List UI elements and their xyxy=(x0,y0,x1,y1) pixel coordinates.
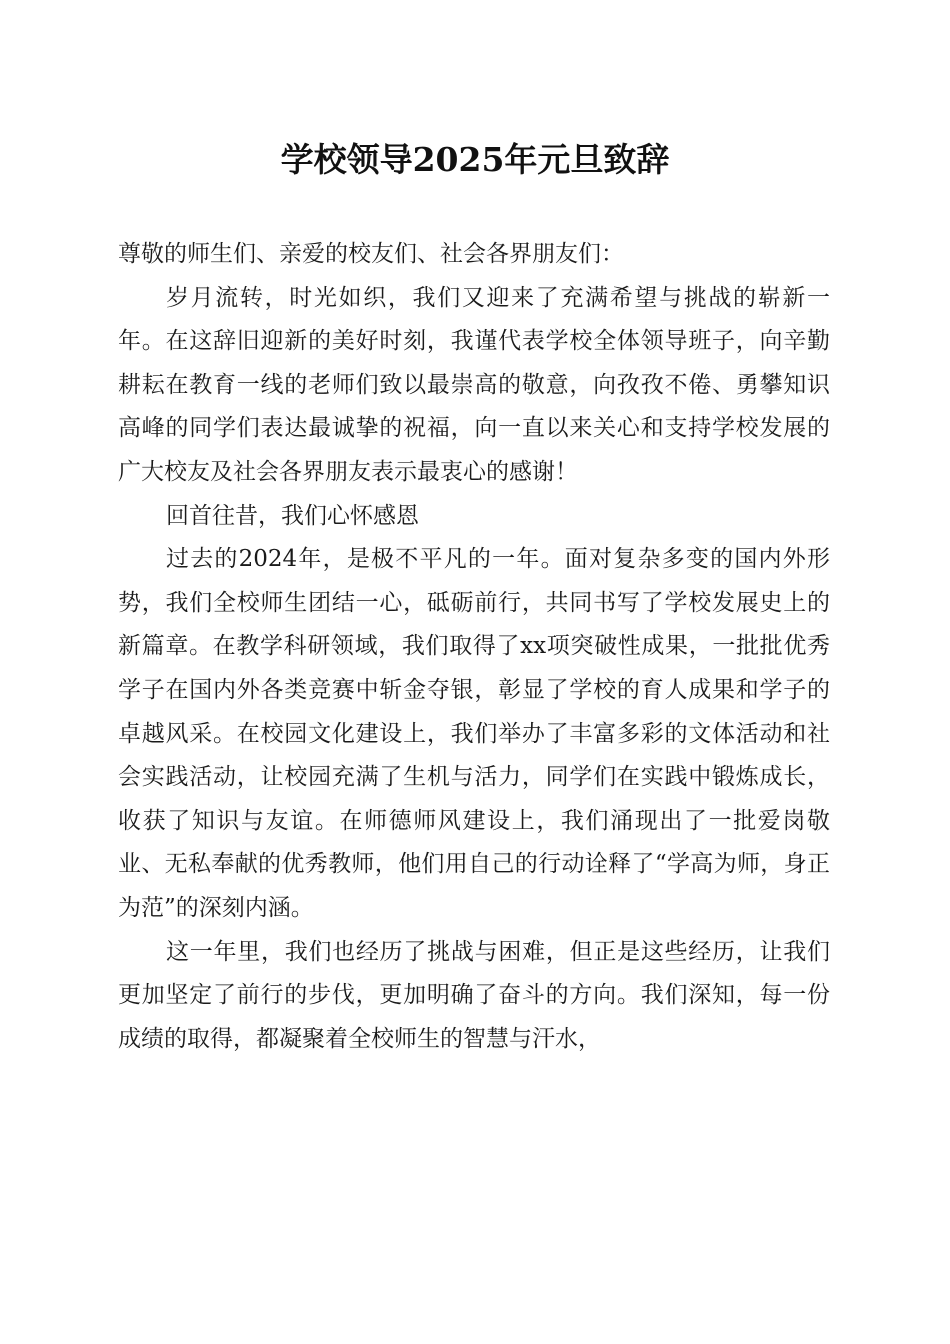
section-heading-review: 回首往昔，我们心怀感恩 xyxy=(166,502,419,529)
document-title: 学校领导2025年元旦致辞 xyxy=(280,140,670,179)
paragraph-challenges: 这一年里，我们也经历了挑战与困难，但正是这些经历，让我们更加坚定了前行的步伐，更加明确了奋斗的方向。我们深知，每一份成绩的取得，都凝聚着全校师生的智慧与汗水， xyxy=(118,938,830,1052)
paragraph-achievements: 过去的2024年，是极不平凡的一年。面对复杂多变的国内外形势，我们全校师生团结一心，砥砺前行，共同书写了学校发展史上的新篇章。在教学科研领域，我们取得了xx项突破性成果，一批批优秀学子在国内外各类竞赛中斩金夺银，彰显了学校的育人成果和学子的卓越风采。在校园文化建设上，我们举办了丰富多彩的文体活动和社会实践活动，让校园充满了生机与活力，同学们在实践中锻炼成长，收获了知识与友谊。在师德师风建设上，我们涌现出了一批爱岗敬业、无私奉献的优秀教师，他们用自己的行动诠释了“学高为师，身正为范”的深刻内涵。 xyxy=(118,546,830,921)
salutation: 尊敬的师生们、亲爱的校友们、社会各界朋友们： xyxy=(118,241,624,267)
document-body xyxy=(118,233,830,1061)
paragraph-opening: 岁月流转，时光如织，我们又迎来了充满希望与挑战的崭新一年。在这辞旧迎新的美好时刻，我谨代表学校全体领导班子，向辛勤耕耘在教育一线的老师们致以最崇高的敬意，向孜孜不倦、勇攀知识高峰的同学们表达最诚挚的祝福，向一直以来关心和支持学校发展的广大校友及社会各界朋友表示最衷心的感谢！ xyxy=(118,284,830,485)
